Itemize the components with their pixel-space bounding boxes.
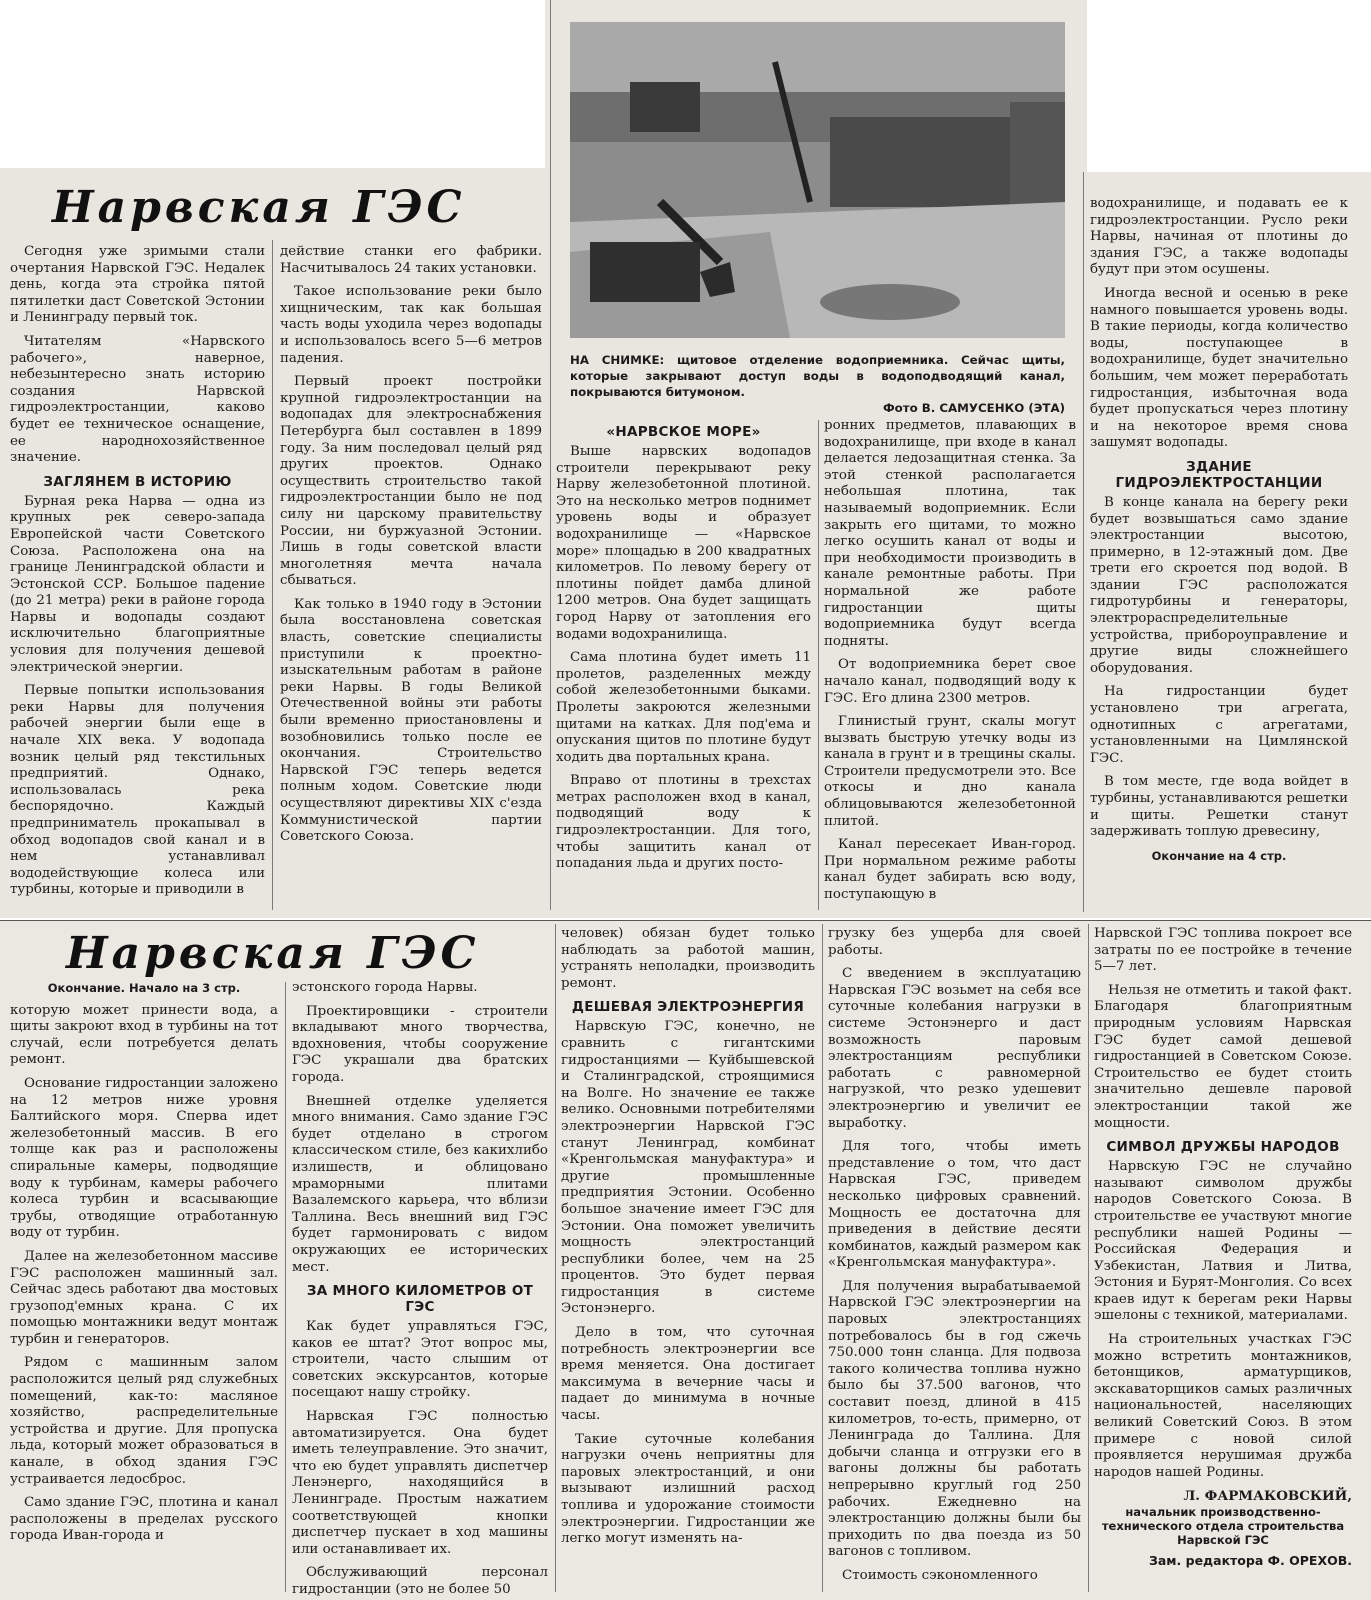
blank-area-top-left (0, 0, 545, 168)
paragraph: ронних предметов, плавающих в водохранилище, при входе в канал делается ледозащитная стенка. За этой стенкой располагается небольшая плотина, так называемый водоприемник. Если закрыть его щитами, то можно легко осушить канал от воды и при необходимости производить в канале ремонтные работы. При нормальной же работе гидростанции щиты водоприемника будут всегда подняты. (824, 418, 1076, 649)
paragraph: В конце канала на берегу реки будет возвышаться само здание электростанции высотою, примерно, в 12-этажный дом. Две трети его скроется под водой. В здании ГЭС расположатся гидротурбины и генераторы, электрораспределительные устройства, прибороуправление и другие виды сложнейшего оборудования. (1090, 494, 1348, 676)
paragraph: Нарвскую ГЭС, конечно, не сравнить с гигантскими гидростанциями — Куйбышевской и Сталинградской, строящимися на Волге. Но значение ее также велико. Основными потребителями электроэнергии Нарвской ГЭС станут Ленинград, комбинат «Кренгольмская мануфактура» и другие промышленные предприятия Эстонии. Особенно большое значение имеет ГЭС для Эстонии. Она поможет увеличить мощность электростанций республики более, чем на 25 процентов. Это будет первая гидростанция в системе Эстонэнерго. (561, 1019, 815, 1317)
article-column-1 (10, 980, 278, 1552)
column-rule (285, 982, 286, 1592)
paragraph: эстонского города Нарвы. (292, 980, 478, 995)
column-rule (272, 240, 273, 910)
article-column-3 (561, 926, 815, 1555)
paragraph: Бурная река Нарва — одна из крупных рек северо-запада Европейской части Советского Союза. Расположена она на границе Ленинградской области и Эстонской ССР. Большое падение (до 21 метра) реки в районе города Нарвы и водопады создают исключительно благоприятные условия для получения дешевой электрической энергии. (10, 493, 265, 675)
page-title-bottom: Нарвская ГЭС (66, 928, 480, 979)
editor-signature: Зам. редактора Ф. ОРЕХОВ. (1148, 1553, 1352, 1568)
photo-caption (570, 352, 1065, 416)
author-name: Л. ФАРМАКОВСКИЙ, (1183, 1488, 1352, 1505)
construction-photo (570, 22, 1065, 338)
article-column-3 (556, 418, 811, 880)
paragraph: водохранилище, и подавать ее к гидроэлектростанции. Русло реки Нарвы, начиная от плотины до здания ГЭС, а также водопады будут при этом осушены. (1090, 196, 1348, 278)
paragraph: С введением в эксплуатацию Нарвская ГЭС возьмет на себя все суточные колебания нагрузки в системе Эстонэнерго и даст возможность паровым электростанциям республики работать с равномерной нагрузкой, что резко удешевит электроэнергию и увеличит ее выработку. (828, 966, 1081, 1131)
paragraph: Иногда весной и осенью в реке намного повышается уровень воды. В такие периоды, когда количество воды, поступающее в водохранилище, будет значительно большим, чем может переработать гидростанция, избыточная вода будет пропускаться через плотину и на некоторое время снова зашумят водопады. (1090, 285, 1348, 451)
paragraph: Вправо от плотины в трехстах метрах расположен вход в канал, подводящий воду к гидроэлектростанции. Для того, чтобы защитить канал от попадания льда и других посто- (556, 773, 811, 872)
paragraph: Такие суточные колебания нагрузки очень неприятны для паровых электростанций, и они вызывают излишний расход топлива и удорожание стоимости электроэнергии. Гидростанции же легко могут изменять на- (561, 1431, 815, 1547)
paragraph: грузку без ущерба для своей работы. (828, 926, 1081, 958)
paragraph: Рядом с машинным залом расположится целый ряд служебных помещений, как-то: масляное хозяйство, распределительные устройства и другие. Для пропуска льда, который может образоваться в канале, в обход здания ГЭС устраивается ледосброс. (10, 1355, 278, 1487)
paragraph: Обслуживающий персонал гидростанции (это не более 50 (292, 1565, 548, 1597)
paragraph: Сегодня уже зримыми стали очертания Нарвской ГЭС. Недалек день, когда эта стройка пятой пятилетки даст Советской Эстонии и Ленинграду первый ток. (10, 244, 265, 326)
paragraph: Дело в том, что суточная потребность электроэнергии все время меняется. Она достигает максимума в вечерние часы и падает до минимума в ночные часы. (561, 1325, 815, 1424)
paragraph: Внешней отделке уделяется много внимания. Само здание ГЭС будет отделано в строгом классическом стиле, без какихлибо излишеств, и облицовано мраморными плитами Вазалемского карьера, что вблизи Таллина. Весь внешний вид ГЭС будет гармонировать с видом окружающих ее исторических мест. (292, 1093, 548, 1275)
paragraph: Стоимость сэкономленного (842, 1567, 1038, 1583)
paragraph: От водоприемника берет свое начало канал, подводящий воду к ГЭС. Его длина 2300 метров. (824, 657, 1076, 706)
paragraph: которую может принести вода, а щиты закроют вход в турбины на тот случай, если потребуется делать ремонт. (10, 1002, 278, 1068)
paragraph: Нарвскую ГЭС не случайно называют символом дружбы народов Советского Союза. В строительстве ее участвуют многие республики нашей Родины — Российская Федерация и Узбекистан, Латвия и Литва, Эстония и Бурят-Монголия. Со всех краев идут к берегам реки Нарвы эшелоны с техникой, материалами. (1094, 1159, 1352, 1324)
photo-caption-text: НА СНИМКЕ: щитовое отделение водоприемника. Сейчас щиты, которые закрывают доступ воды в водоподводящий канал, покрываются битумоном. (570, 353, 1065, 399)
section-heading: «НАРВСКОЕ МОРЕ» (606, 424, 761, 440)
paragraph: Выше нарвских водопадов строители перекрывают реку Нарву железобетонной плотиной. Это на несколько метров поднимет уровень воды и образует водохранилище — «Нарвское море» площадью в 200 квадратных километров. По левому берегу от плотины пойдет дамба длиной 1200 метров. Она будет защищать город Нарву от затопления его водами водохранилища. (556, 444, 811, 642)
paragraph: Глинистый грунт, скалы могут вызвать быструю утечку воды из канала в грунт и в трещины скалы. Строители предусмотрели это. Все откосы и дно канала облицовываются железобетонной плитой. (824, 714, 1076, 829)
paragraph: человек) обязан будет только наблюдать за работой машин, устранять неполадки, производить ремонт. (561, 926, 815, 991)
article-column-2 (280, 244, 542, 853)
paragraph: Как только в 1940 году в Эстонии была восстановлена советская власть, советские специалисты приступили к проектно-изыскательным работам в районе реки Нарвы. В годы Великой Отечественной войны эти работы были временно приостановлены и возобновились только после ее окончания. Строительство Нарвской ГЭС теперь ведется полным ходом. Советские люди осуществляют директивы XIX с'езда Коммунистической партии Советского Союза. (280, 596, 542, 845)
blank-area-top-right (1087, 0, 1371, 172)
column-rule (555, 924, 556, 1592)
paragraph: Для того, чтобы иметь представление о том, что даст Нарвская ГЭС, приведем несколько цифровых сравнений. Мощность ее достаточна для приведения в действие десяти комбинатов, каждый размером как «Кренгольмская мануфактура». (828, 1139, 1081, 1271)
paragraph: Первые попытки использования реки Нарвы для получения рабочей энергии были еще в начале XIX века. У водопада возник целый ряд текстильных предприятий. Однако, использовалась река беспорядочно. Каждый предприниматель прокапывал в обход водопадов свой канал и в нем устанавливал вододействующие колеса или турбины, которые и приводили в (10, 683, 265, 898)
paragraph: На гидростанции будет установлено три агрегата, однотипных с агрегатами, установленными на Цимлянской ГЭС. (1090, 684, 1348, 766)
column-rule (818, 420, 819, 910)
article-column-5 (1094, 926, 1352, 1570)
article-column-5 (1090, 196, 1348, 864)
paragraph: В том месте, где вода войдет в турбины, устанавливаются решетки и щиты. Решетки станут задерживать топлую древесину, (1090, 774, 1348, 840)
construction-photo-image (570, 22, 1065, 338)
section-heading: ЗА МНОГО КИЛОМЕТРОВ ОТ ГЭС (306, 1283, 534, 1316)
paragraph: Далее на железобетонном массиве ГЭС расположен машинный зал. Сейчас здесь работают два мостовых грузопод'емных крана. С их помощью монтажники ведут монтаж турбин и генераторов. (10, 1248, 278, 1347)
column-rule (822, 924, 823, 1592)
article-column-4 (828, 926, 1081, 1592)
section-heading: ДЕШЕВАЯ ЭЛЕКТРОЭНЕРГИЯ (571, 999, 805, 1016)
photo-credit: Фото В. САМУСЕНКО (ЭТА) (882, 401, 1065, 415)
paragraph: Проектировщики - строители вкладывают много творчества, вдохновения, чтобы сооружение ГЭС украшали два братских города. (292, 1003, 548, 1085)
column-rule (550, 0, 551, 910)
section-heading: СИМВОЛ ДРУЖБЫ НАРОДОВ (1106, 1139, 1340, 1156)
article-column-2 (292, 980, 548, 1600)
author-title: начальник производственно-технического отдела строительства Нарвской ГЭС (1101, 1505, 1345, 1547)
paragraph: На строительных участках ГЭС можно встретить монтажников, бетонщиков, арматурщиков, экскаваторщиков самых различных национальностей, населяющих великий Советский Союз. В этом примере с новой силой проявляется нерушимая дружба народов нашей Родины. (1094, 1332, 1352, 1480)
paragraph: Нарвской ГЭС топлива покроет все затраты по ее постройке в течение 5—7 лет. (1094, 926, 1352, 975)
page-divider (0, 920, 1371, 921)
column-rule (1088, 924, 1089, 1592)
paragraph: Первый проект постройки крупной гидроэлектростанции на водопадах для электроснабжения Петербурга был составлен в 1899 году. За ним последовал целый ряд других проектов. Однако осуществить строительство такой гидроэлектростанции было не под силу ни царскому правительству России, ни буржуазной Эстонии. Лишь в годы советской власти многолетняя мечта начала сбываться. (280, 374, 542, 589)
paragraph: Основание гидростанции заложено на 12 метров ниже уровня Балтийского моря. Сперва идет железобетонный массив. В его толще как раз и расположены спиральные камеры, подводящие воду к турбинам, камеры рабочего колеса турбин и всасывающие трубы, отводящие отработанную воду от турбин. (10, 1075, 278, 1241)
section-heading: ЗАГЛЯНЕМ В ИСТОРИЮ (43, 473, 232, 490)
continuation-note: Окончание на 4 стр. (1151, 848, 1287, 863)
start-note: Окончание. Начало на 3 стр. (47, 981, 241, 995)
paragraph: Читателям «Нарвского рабочего», наверное, небезынтересно знать историю создания Нарвской гидроэлектростанции, каково будет ее техническое оснащение, ее народнохозяйственное значение. (10, 333, 265, 466)
paragraph: Нельзя не отметить и такой факт. Благодаря благоприятным природным условиям Нарвская ГЭС будет самой дешевой гидростанцией в Советском Союзе. Строительство ее будет стоить значительно дешевле паровой электростанции такой же мощности. (1094, 982, 1352, 1131)
paragraph: действие станки его фабрики. Насчитывалось 24 таких установки. (280, 244, 542, 276)
column-rule (1083, 172, 1084, 912)
paragraph: Нарвская ГЭС полностью автоматизируется. Она будет иметь телеуправление. Это значит, что ею будет управлять диспетчер Ленэнерго, находящийся в Ленинграде. Простым нажатием соответствующей кнопки диспетчер пускает в ход машины или останавливает их. (292, 1409, 548, 1557)
newspaper-page-bottom (0, 920, 1371, 1600)
article-column-4 (824, 418, 1076, 911)
section-heading: ЗДАНИЕ ГИДРОЭЛЕКТРОСТАНЦИИ (1115, 458, 1323, 491)
paragraph: Канал пересекает Иван-город. При нормальном режиме работы канал будет забирать всю воду, поступающую в (824, 837, 1076, 903)
paragraph: Сама плотина будет иметь 11 пролетов, разделенных между собой железобетонными быками. Пролеты закроются железными щитами на катках. Для под'ема и опускания щитов по плотине будут ходить два портальных крана. (556, 650, 811, 765)
page-title-top: Нарвская ГЭС (52, 182, 466, 233)
paragraph: Само здание ГЭС, плотина и канал расположены в пределах русского города Иван-города и (10, 1495, 278, 1544)
article-column-1 (10, 244, 265, 906)
paragraph: Как будет управляться ГЭС, каков ее штат? Этот вопрос мы, строители, часто слышим от советских экскурсантов, которые посещают нашу стройку. (292, 1319, 548, 1401)
paragraph: Такое использование реки было хищническим, так как большая часть воды уходила через водопады и использовалось всего 5—6 метров падения. (280, 284, 542, 366)
paragraph: Для получения вырабатываемой Нарвской ГЭС электроэнергии на паровых электростанциях потребовалось бы в год сжечь 750.000 тонн сланца. Для подвоза такого количества топлива нужно было бы 37.500 вагонов, что составит поезд, длиной в 415 километров, то-есть, примерно, от Ленинграда до Таллина. Для добычи сланца и отгрузки его в вагоны должны бы работать непрерывно круглый год 250 рабочих. Ежедневно на электростанцию должны были бы приходить по два поезда из 50 вагонов с топливом. (828, 1278, 1081, 1560)
